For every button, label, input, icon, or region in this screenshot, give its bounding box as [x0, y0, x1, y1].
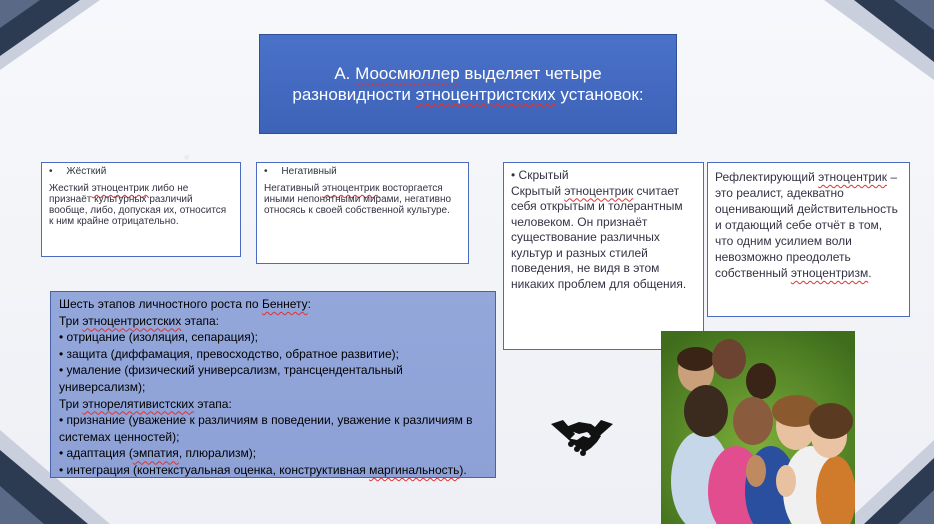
- bennett-stages-panel: [50, 291, 496, 478]
- card-text: Жесткий этноцентрик либо не признаёт культурных различий вообще, либо, допуская их, относится к ним крайне отрицательно.: [49, 183, 227, 227]
- slide-title-text: А. Моосмюллер выделяет четыре разновидности этноцентристских установок:: [292, 64, 644, 104]
- list-item: • отрицание (изоляция, сепарация);: [59, 330, 259, 345]
- card-heading: • Жёсткий: [49, 166, 107, 177]
- handshake-icon: [549, 414, 615, 458]
- type-card-negative: [256, 162, 469, 264]
- title-term: этноцентристских: [415, 85, 556, 104]
- list-item: • адаптация (эмпатия, плюрализм);: [59, 446, 257, 461]
- corner-decoration-top-right: [824, 0, 934, 90]
- card-text: Скрытый этноцентрик считает себя открытым и толерантным человеком. Он признаёт существование различных культур и разных стилей поведения, не видя в этом никаких проблем для общения.: [511, 183, 687, 291]
- slide-title: [259, 34, 677, 134]
- corner-decoration-bottom-right: [844, 440, 934, 524]
- group-photo: [661, 331, 855, 524]
- stages-group-ethnorelative: Три этнорелятивистских этапа:: [59, 396, 232, 411]
- list-item: • интеграция (контекстуальная оценка, конструктивная маргинальность).: [59, 462, 467, 477]
- card-heading: • Скрытый: [511, 168, 569, 182]
- stages-heading: Шесть этапов личностного роста по Беннету:: [59, 297, 311, 311]
- title-name: Моосмюллер: [355, 64, 460, 83]
- list-item: • признание (уважение к различиям в поведении, уважение к различиям в системах ценностей);: [59, 413, 473, 444]
- list-item: • умаление (физический универсализм, трансцендентальный универсализм);: [59, 363, 403, 394]
- type-card-rigid: [41, 162, 241, 257]
- type-card-reflective: Рефлектирующий этноцентрик – это реалист, адекватно оценивающий действительность и отдающий себе отчёт в том, что одним усилием воли невозможно преодолеть собственный этноцентризм.: [707, 162, 910, 317]
- type-card-hidden: [503, 162, 704, 350]
- card-heading: • Негативный: [264, 166, 337, 177]
- card-text: Негативный этноцентрик восторгается иными непонятными мирами, негативно относясь к своей собственной культуре.: [264, 183, 452, 216]
- corner-decoration-top-left: [0, 0, 130, 90]
- list-item: • защита (диффамация, превосходство, обратное развитие);: [59, 346, 399, 361]
- stages-group-ethnocentric: Три этноцентристских этапа:: [59, 313, 219, 328]
